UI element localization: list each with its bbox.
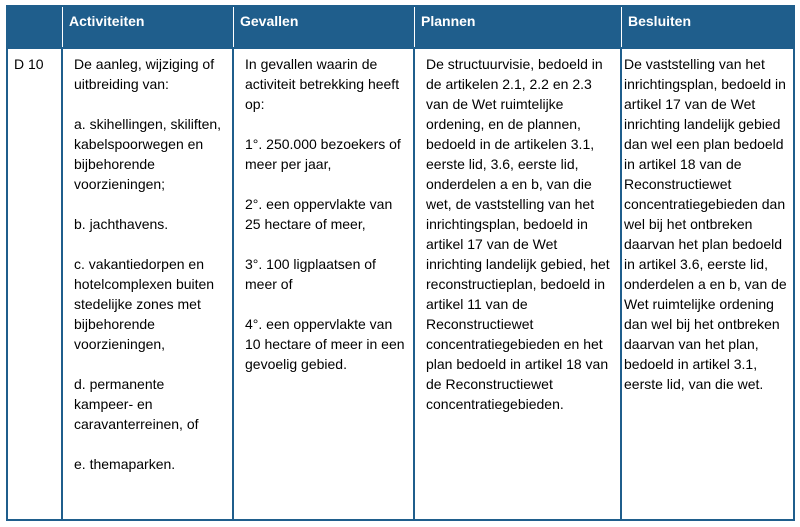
gevallen-cell	[234, 49, 415, 519]
gevallen-intro: In gevallen waarin de activiteit betrekking heeft op:	[245, 56, 400, 112]
header-cell-activiteiten: Activiteiten	[63, 7, 234, 47]
activiteiten-cell	[63, 49, 234, 519]
header-cell-plannen: Plannen	[415, 7, 622, 47]
activiteiten-intro: De aanleg, wijziging of uitbreiding van:	[74, 56, 215, 92]
activiteiten-item-a: a. skihellingen, skiliften, kabelspoorwegen en bijbehorende voorzieningen;	[74, 116, 222, 192]
besluiten-text: De vaststelling van het inrichtingsplan, bedoeld in artikel 17 van de Wet inrichting landelijk gebied dan wel een plan bedoeld in artikel 18 van de Reconstructiewet concentratiegebieden dan wel bij het ontbreken daarvan het plan bedoeld in artikel 3.6, eerste lid, onderdelen a en b, van de Wet ruimtelijke ordening dan wel bij het ontbreken daarvan van het plan, bedoeld in artikel 3.1, eerste lid, van die wet.	[624, 56, 787, 392]
plannen-text: De structuurvisie, bedoeld in de artikelen 2.1, 2.2 en 2.3 van de Wet ruimtelijke ordening, en de plannen, bedoeld in de artikelen 3.1, eerste lid, 3.6, eerste lid, onderdelen a en b, van die wet, de vaststelling van het inrichtingsplan, bedoeld in artikel 17 van de Wet inrichting landelijk gebied, het reconstructieplan, bedoeld in artikel 11 van de Reconstructiewet concentratiegebieden en het plan bedoeld in artikel 18 van de Reconstructiewet concentratiegebieden.	[426, 56, 610, 412]
activiteiten-item-c: c. vakantiedorpen en hotelcomplexen buiten stedelijke zones met bijbehorende voorzieningen,	[74, 256, 215, 352]
activiteiten-item-d: d. permanente kampeer- en caravanterreinen, of	[74, 376, 199, 432]
header-cell-gevallen: Gevallen	[234, 7, 415, 47]
gevallen-item-2: 2°. een oppervlakte van 25 hectare of meer,	[245, 196, 393, 232]
plannen-cell	[415, 49, 622, 519]
gevallen-item-3: 3°. 100 ligplaatsen of meer of	[245, 256, 376, 292]
activiteiten-item-b: b. jachthavens.	[74, 216, 169, 232]
table-header-row	[8, 7, 793, 49]
header-cell-besluiten: Besluiten	[628, 13, 692, 29]
gevallen-item-1: 1°. 250.000 bezoekers of meer per jaar,	[245, 136, 401, 172]
activiteiten-item-e: e. themaparken.	[74, 456, 176, 472]
regulation-table	[6, 5, 795, 521]
table-row	[8, 49, 793, 519]
gevallen-item-4: 4°. een oppervlakte van 10 hectare of meer in een gevoelig gebied.	[245, 316, 405, 372]
header-cell-code	[8, 7, 63, 47]
besluiten-cell	[622, 49, 793, 519]
row-code: D 10	[8, 49, 63, 519]
